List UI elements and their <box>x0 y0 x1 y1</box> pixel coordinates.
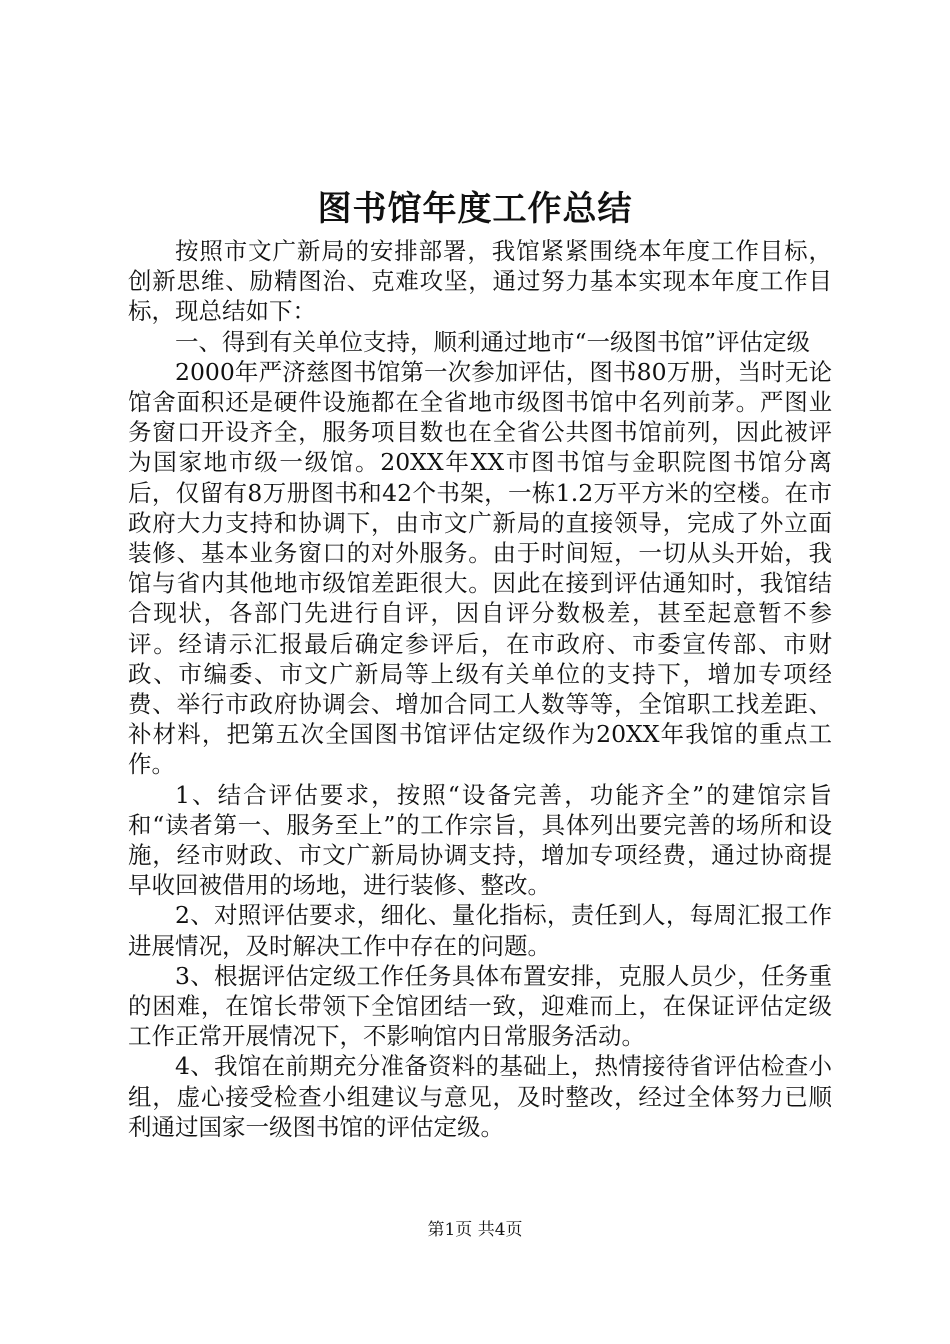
section-heading-1: 一、得到有关单位支持，顺利通过地市“一级图书馆”评估定级 <box>175 327 811 356</box>
paragraph-history: 2000年严济慈图书馆第一次参加评估，图书80万册，当时无论馆舍面积还是硬件设施都在全省地市级图书馆中名列前茅。严图业务窗口开设齐全，服务项目数也在全省公共图书馆前列，因此被评为国家地市级一级馆。20XX年XX市图书馆与金职院图书馆分离后，仅留有8万册图书和42个书架，一栋1.2万平方米的空楼。在市政府大力支持和协调下，由市文广新局的直接领导，完成了外立面装修、基本业务窗口的对外服务。由于时间短，一切从头开始，我馆与省内其他地市级馆差距很大。因此在接到评估通知时，我馆结合现状，各部门先进行自评，因自评分数极差，甚至起意暂不参评。经请示汇报最后确定参评后，在市政府、市委宣传部、市财政、市编委、市文广新局等上级有关单位的支持下，增加专项经费、举行市政府协调会、增加合同工人数等等，全馆职工找差距、补材料，把第五次全国图书馆评估定级作为20XX年我馆的重点工作。 <box>128 357 832 779</box>
list-item-4: 4、我馆在前期充分准备资料的基础上，热情接待省评估检查小组，虚心接受检查小组建议与意见，及时整改，经过全体努力已顺利通过国家一级图书馆的评估定级。 <box>128 1052 832 1141</box>
list-item-3: 3、根据评估定级工作任务具体布置安排，克服人员少，任务重的困难，在馆长带领下全馆团结一致，迎难而上，在保证评估定级工作正常开展情况下，不影响馆内日常服务活动。 <box>128 961 832 1051</box>
list-item-2: 2、对照评估要求，细化、量化指标，责任到人，每周汇报工作进展情况，及时解决工作中存在的问题。 <box>128 901 832 960</box>
page-footer: 第1页 共4页 <box>427 1220 523 1240</box>
document-title: 图书馆年度工作总结 <box>317 189 633 229</box>
paragraph-intro: 按照市文广新局的安排部署，我馆紧紧围绕本年度工作目标，创新思维、励精图治、克难攻坚，通过努力基本实现本年度工作目标，现总结如下： <box>128 237 832 326</box>
document-body <box>128 236 832 1142</box>
list-item-1: 1、结合评估要求，按照“设备完善，功能齐全”的建馆宗旨和“读者第一、服务至上”的工作宗旨，具体列出要完善的场所和设施，经市财政、市文广新局协调支持，增加专项经费，通过协商提早收回被借用的场地，进行装修、整改。 <box>128 780 832 900</box>
